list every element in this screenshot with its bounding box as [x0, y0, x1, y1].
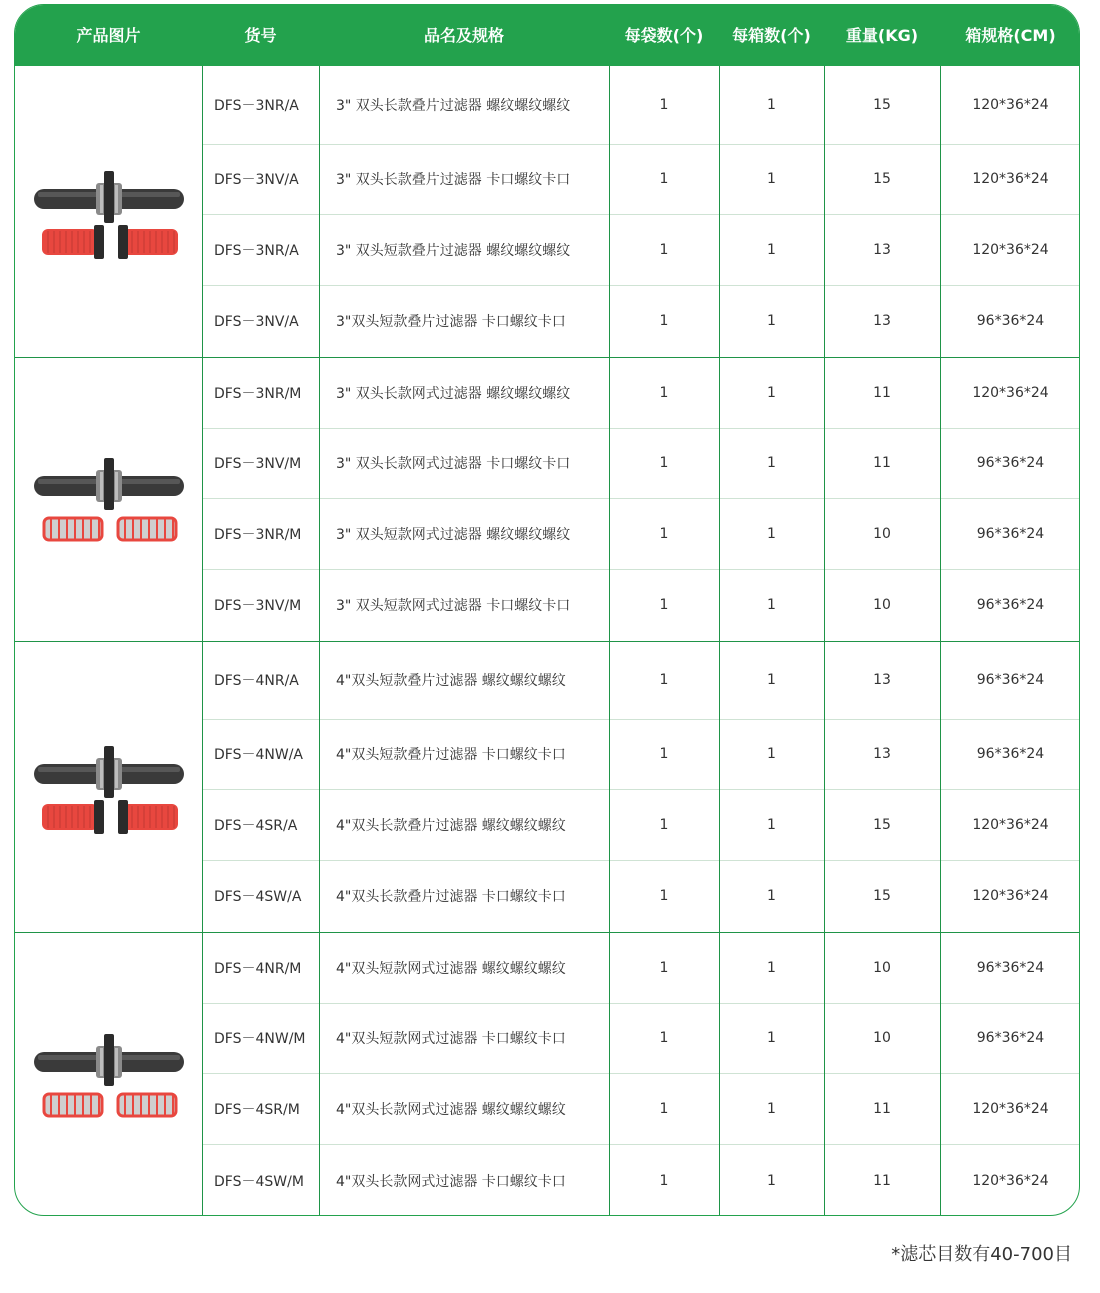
cell-name: 4"双头短款网式过滤器 卡口螺纹卡口	[336, 1031, 566, 1047]
table-row	[15, 1073, 1079, 1144]
column-divider	[940, 66, 941, 1216]
group-divider	[15, 641, 1080, 642]
cell-weight: 10	[873, 959, 891, 976]
column-divider	[824, 66, 825, 1216]
cell-box-size: 96*36*24	[976, 313, 1045, 329]
row-divider	[202, 569, 1080, 570]
cell-code: DFS－4SR/M	[214, 1101, 300, 1118]
cell-per-bag: 1	[659, 816, 669, 833]
row-divider	[202, 1003, 1080, 1004]
cell-per-box: 1	[767, 1100, 776, 1117]
table-row	[15, 569, 1079, 641]
cell-per-bag: 1	[659, 959, 669, 976]
cell-weight: 10	[873, 1030, 891, 1046]
cell-per-bag: 1	[659, 597, 669, 613]
cell-weight: 11	[873, 1172, 891, 1189]
cell-code: DFS－4NW/M	[214, 1031, 306, 1047]
table-header	[15, 5, 1079, 66]
cell-weight: 13	[873, 313, 891, 329]
cell-per-bag: 1	[659, 1100, 669, 1117]
cell-box-size: 96*36*24	[976, 597, 1045, 613]
column-divider	[719, 66, 720, 1216]
cell-code: DFS－3NR/M	[214, 526, 302, 543]
cell-per-bag: 1	[659, 97, 669, 113]
cell-per-bag: 1	[659, 313, 669, 329]
row-divider	[202, 428, 1080, 429]
cell-per-box: 1	[767, 1172, 776, 1189]
row-divider	[202, 144, 1080, 145]
cell-per-bag: 1	[659, 241, 669, 258]
column-divider	[319, 66, 320, 1216]
cell-box-size: 96*36*24	[976, 1030, 1045, 1046]
cell-box-size: 96*36*24	[976, 455, 1045, 471]
cell-per-bag: 1	[659, 746, 669, 762]
cell-code: DFS－3NV/M	[214, 456, 302, 472]
cell-box-size: 120*36*24	[972, 1172, 1049, 1189]
cell-name: 4"双头长款网式过滤器 螺纹螺纹螺纹	[336, 1101, 566, 1118]
cell-box-size: 120*36*24	[972, 384, 1049, 401]
row-divider	[202, 214, 1080, 215]
cell-per-box: 1	[767, 171, 776, 187]
cell-code: DFS－4SW/M	[214, 1173, 304, 1190]
header-per-box: 每箱数(个)	[732, 26, 811, 45]
cell-weight: 11	[873, 384, 891, 401]
table-row	[15, 932, 1079, 1003]
cell-per-box: 1	[767, 313, 776, 329]
row-divider	[202, 498, 1080, 499]
cell-box-size: 96*36*24	[976, 746, 1045, 762]
footnote: *滤芯目数有40-700目	[891, 1244, 1072, 1265]
table-row	[15, 719, 1079, 789]
cell-code: DFS－4SW/A	[214, 889, 302, 905]
header-code: 货号	[244, 26, 277, 45]
cell-box-size: 96*36*24	[976, 959, 1045, 976]
cell-per-bag: 1	[659, 525, 669, 542]
cell-weight: 15	[873, 97, 891, 113]
cell-weight: 13	[873, 672, 891, 688]
cell-per-bag: 1	[659, 384, 669, 401]
table-row	[15, 144, 1079, 214]
table-row	[15, 357, 1079, 428]
cell-per-bag: 1	[659, 672, 669, 688]
cell-per-bag: 1	[659, 455, 669, 471]
cell-name: 3" 双头短款网式过滤器 卡口螺纹卡口	[336, 598, 571, 614]
table-row	[15, 860, 1079, 932]
cell-name: 4"双头长款叠片过滤器 卡口螺纹卡口	[336, 889, 566, 905]
cell-box-size: 120*36*24	[972, 816, 1049, 833]
cell-code: DFS－4NW/A	[214, 747, 303, 763]
cell-code: DFS－4NR/A	[214, 673, 299, 689]
cell-per-box: 1	[767, 888, 776, 904]
cell-code: DFS－3NV/A	[214, 172, 299, 188]
spec-table	[14, 4, 1080, 1216]
group-divider	[15, 357, 1080, 358]
cell-weight: 15	[873, 171, 891, 187]
cell-name: 3" 双头长款叠片过滤器 螺纹螺纹螺纹	[336, 98, 571, 114]
header-box-size: 箱规格(CM)	[965, 26, 1056, 45]
header-image: 产品图片	[76, 26, 141, 45]
cell-box-size: 96*36*24	[976, 525, 1045, 542]
header-weight: 重量(KG)	[845, 26, 919, 45]
cell-name: 4"双头短款叠片过滤器 卡口螺纹卡口	[336, 747, 566, 763]
cell-name: 4"双头长款叠片过滤器 螺纹螺纹螺纹	[336, 817, 566, 834]
header-name: 品名及规格	[423, 26, 504, 45]
cell-name: 4"双头长款网式过滤器 卡口螺纹卡口	[336, 1173, 566, 1190]
cell-per-box: 1	[767, 672, 776, 688]
cell-name: 3" 双头长款网式过滤器 螺纹螺纹螺纹	[336, 385, 571, 402]
cell-weight: 11	[873, 1100, 891, 1117]
table-row	[15, 789, 1079, 860]
cell-code: DFS－3NV/M	[214, 598, 302, 614]
table-row	[15, 214, 1079, 285]
cell-weight: 13	[873, 241, 891, 258]
row-divider	[202, 285, 1080, 286]
cell-name: 3" 双头短款叠片过滤器 螺纹螺纹螺纹	[336, 242, 571, 259]
cell-name: 3" 双头长款网式过滤器 卡口螺纹卡口	[336, 456, 571, 472]
cell-per-bag: 1	[659, 1030, 669, 1046]
column-divider	[202, 66, 203, 1216]
table-row	[15, 428, 1079, 498]
cell-code: DFS－3NV/A	[214, 314, 299, 330]
cell-code: DFS－3NR/M	[214, 385, 302, 402]
cell-per-box: 1	[767, 241, 776, 258]
table-row	[15, 641, 1079, 719]
cell-per-box: 1	[767, 97, 776, 113]
cell-weight: 15	[873, 816, 891, 833]
row-divider	[202, 860, 1080, 861]
cell-per-box: 1	[767, 1030, 776, 1046]
cell-per-box: 1	[767, 746, 776, 762]
table-row	[15, 66, 1079, 144]
cell-name: 4"双头短款网式过滤器 螺纹螺纹螺纹	[336, 960, 566, 977]
header-per-bag: 每袋数(个)	[624, 26, 704, 45]
group-divider	[15, 932, 1080, 933]
cell-weight: 11	[873, 455, 891, 471]
cell-per-box: 1	[767, 597, 776, 613]
cell-box-size: 120*36*24	[972, 171, 1049, 187]
cell-code: DFS－3NR/A	[214, 98, 299, 114]
cell-per-bag: 1	[659, 171, 669, 187]
cell-per-box: 1	[767, 816, 776, 833]
cell-name: 4"双头短款叠片过滤器 螺纹螺纹螺纹	[336, 673, 566, 689]
cell-weight: 10	[873, 597, 891, 613]
cell-box-size: 120*36*24	[972, 888, 1049, 904]
cell-code: DFS－4NR/M	[214, 960, 302, 977]
cell-weight: 13	[873, 746, 891, 762]
cell-box-size: 96*36*24	[976, 672, 1045, 688]
cell-weight: 10	[873, 525, 891, 542]
cell-per-box: 1	[767, 455, 776, 471]
cell-code: DFS－4SR/A	[214, 817, 298, 834]
row-divider	[202, 719, 1080, 720]
row-divider	[202, 1144, 1080, 1145]
cell-box-size: 120*36*24	[972, 97, 1049, 113]
table-row	[15, 498, 1079, 569]
cell-per-bag: 1	[659, 1172, 669, 1189]
cell-name: 3" 双头长款叠片过滤器 卡口螺纹卡口	[336, 172, 571, 188]
cell-box-size: 120*36*24	[972, 1100, 1049, 1117]
table-row	[15, 1003, 1079, 1073]
cell-box-size: 120*36*24	[972, 241, 1049, 258]
cell-name: 3" 双头短款网式过滤器 螺纹螺纹螺纹	[336, 526, 571, 543]
row-divider	[202, 1073, 1080, 1074]
cell-per-bag: 1	[659, 888, 669, 904]
table-row	[15, 285, 1079, 357]
cell-per-box: 1	[767, 384, 776, 401]
column-divider	[609, 66, 610, 1216]
cell-weight: 15	[873, 888, 891, 904]
cell-per-box: 1	[767, 525, 776, 542]
cell-code: DFS－3NR/A	[214, 242, 299, 259]
cell-name: 3"双头短款叠片过滤器 卡口螺纹卡口	[336, 314, 566, 330]
row-divider	[202, 789, 1080, 790]
table-row	[15, 1144, 1079, 1216]
cell-per-box: 1	[767, 959, 776, 976]
